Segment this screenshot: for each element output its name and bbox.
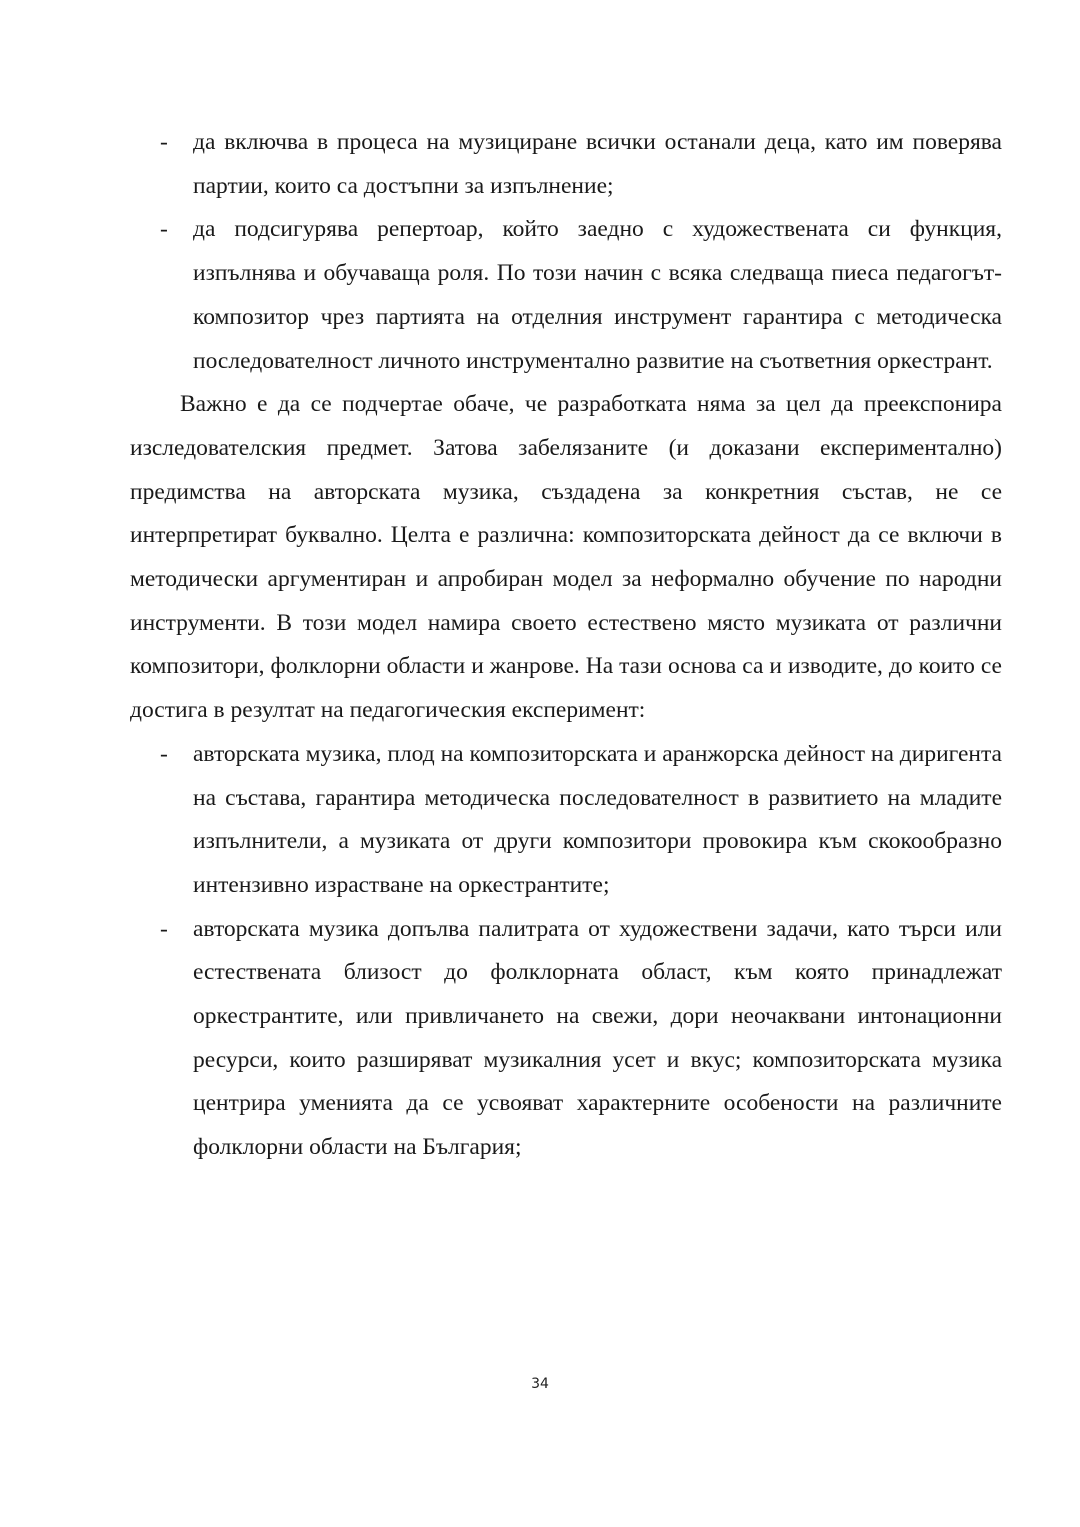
bullet-dash: - bbox=[160, 216, 168, 243]
bullet-text: авторската музика допълва палитрата от художествени задачи, като търси или естествената близост до фолклорната област, към която принадлежат оркестрантите, или привличането на свежи, дори неочаквани интонационни ресурси, които разширяват музикалния усет и вкус; композиторската музика центрира уменията да се усвояват характерните особености на различните фолклорни области на България; bbox=[193, 915, 1002, 1161]
bullet-dash: - bbox=[160, 740, 168, 767]
bullet-item bbox=[130, 121, 1002, 208]
body-paragraph: Важно е да се подчертае обаче, че разработката няма за цел да преекспонира изследователския предмет. Затова забелязаните (и доказани експериментално) предимства на авторската музика, създадена за конкретния състав, не се интерпретират буквално. Целта е различна: композиторската дейност да се включи в методически аргументиран и апробиран модел за неформално обучение по народни инструменти. В този модел намира своето естествено място музиката от различни композитори, фолклорни области и жанрове. На тази основа са и изводите, до които се достига в резултат на педагогическия експеримент: bbox=[130, 391, 1002, 724]
page-number: 34 bbox=[531, 1376, 549, 1392]
bullet-text: авторската музика, плод на композиторската и аранжорска дейност на диригента на състава, гарантира методическа последователност в развитието на младите изпълнители, а музиката от други композитори провокира към скокообразно интензивно израстване на оркестрантите; bbox=[193, 740, 1002, 898]
bullet-text: да подсигурява репертоар, който заедно с художествената си функция, изпълнява и обучаваща роля. По този начин с всяка следваща пиеса педагогът-композитор чрез партията на отделния инструмент гарантира с методическа последователност личното инструментално развитие на съответния оркестрант. bbox=[193, 216, 1002, 374]
bullet-item bbox=[130, 908, 1002, 1170]
bullet-dash: - bbox=[160, 915, 168, 942]
bullet-text: да включва в процеса на музициране всички останали деца, като им поверява партии, които са достъпни за изпълнение; bbox=[193, 129, 1002, 199]
bullet-dash: - bbox=[160, 129, 168, 155]
page-body bbox=[130, 121, 1002, 1170]
bullet-item bbox=[130, 208, 1002, 383]
bullet-item bbox=[130, 733, 1002, 908]
